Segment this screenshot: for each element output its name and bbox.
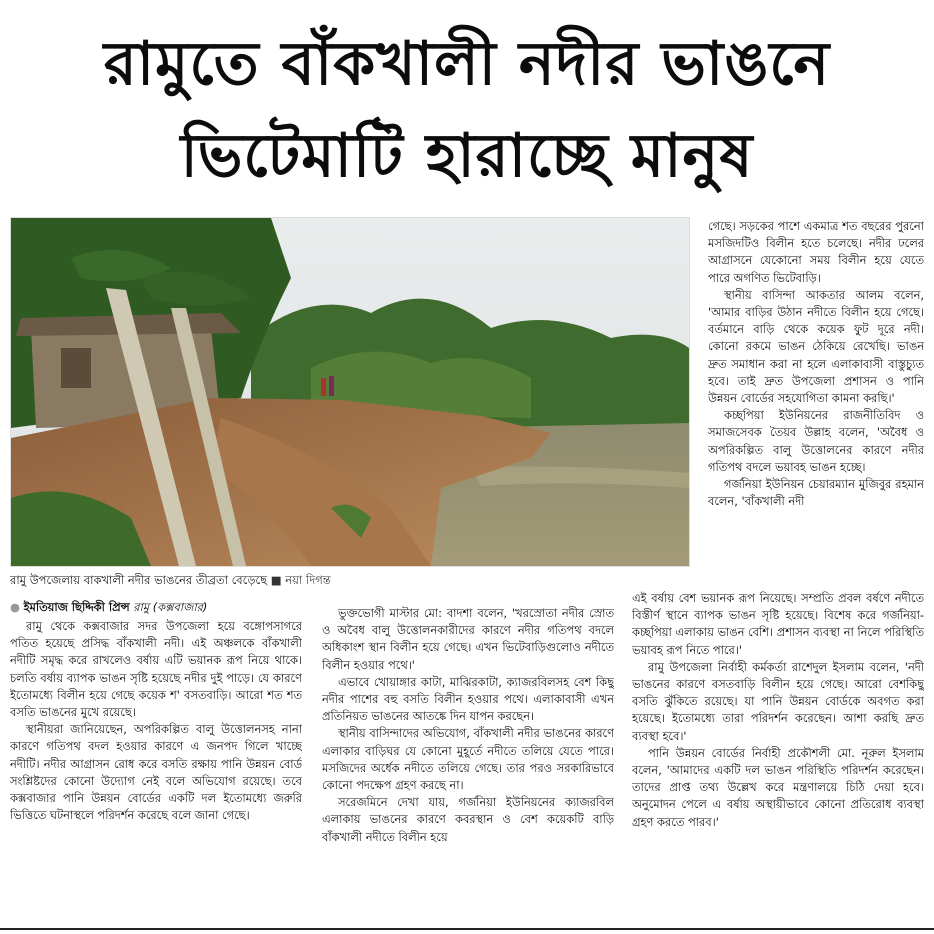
bottom-rule — [0, 928, 934, 930]
headline-line-2: ভিটেমাটি হারাচ্ছে মানুষ — [180, 121, 754, 191]
column-right-top — [708, 218, 924, 580]
headline-line-1: রামুতে বাঁকখালী নদীর ভাঙনে — [103, 29, 831, 99]
paragraph: এই বর্ষায় বেশ ভয়ানক রূপ নিয়েছে। সম্প্রতি প্রবল বর্ষণে নদীতে বিস্তীর্ণ স্থানে ব্যাপক ভাঙন সৃষ্টি হয়েছে। বিশেষ করে গর্জনিয়া-কচ্ছপিয়া এলাকায় ভাঙন বেশি। প্রশাসন ব্যবস্থা না নিলে পরিস্থিতি ভয়াবহ রূপ নিতে পারে।' — [632, 591, 924, 657]
paragraph: স্থানীয়রা জানিয়েছেন, অপরিকল্পিত বালু উত্তোলনসহ নানা কারণে গতিপথ বদল হওয়ার কারণে এ জনপদ গিলে খাচ্ছে নদীটি। নদীর আগ্রাসন রোধ করে বসতি রক্ষায় পানি উন্নয়ন বোর্ড সংশ্লিষ্টদের কোনো উদ্যোগ নেই বলে অভিযোগ রয়েছে। তবে কক্সবাজার পানি উন্নয়ন বোর্ডের একটি দল ইতোমধ্যে জরুরি ভিত্তিতে ঘটনাস্থলে পরিদর্শন করেছে বলে জানা গেছে। — [10, 722, 302, 823]
headline — [0, 18, 934, 202]
byline — [10, 598, 302, 616]
column-1 — [10, 618, 302, 923]
paragraph: সরেজমিনে দেখা যায়, গর্জনিয়া ইউনিয়নের ক্যাজরবিল এলাকায় ভাঙনের কারণে কবরস্থান ও বেশ কয়েকটি বাড়ি বাঁকখালী নদীতে বিলীন হয়ে — [322, 795, 614, 844]
paragraph: ভুক্তভোগী মাস্টার মো: বাদশা বলেন, 'খরস্রোতা নদীর স্রোত ও অবৈধ বালু উত্তোলনকারীদের কারণে নদীর গতিপথ বদলে অধিকাংশ স্থান বিলীন হয়ে গেছে। এখন ভিটেবাড়িগুলোও নদীতে বিলীন হওয়ার পথে।' — [322, 606, 614, 672]
paragraph: গেছে। সড়কের পাশে একমাত্র শত বছরের পুরনো মসজিদটিও বিলীন হতে চলেছে। নদীর ঢলের আগ্রাসনে যেকোনো সময় বিলীন হয়ে যেতে পারে অগণিত ভিটেবাড়ি। — [708, 219, 924, 285]
paragraph: স্থানীয় বাসিন্দা আকতার আলম বলেন, 'আমার বাড়ির উঠান নদীতে বিলীন হয়ে গেছে। বর্তমানে বাড়ি থেকে কয়েক ফুট দূরে নদী। কোনো রকমে ভাঙন ঠেকিয়ে রেখেছি। ভাঙন দ্রুত সমাধান করা না হলে এলাকাবাসী বাস্তুচ্যুত হবে। তাই দ্রুত উপজেলা প্রশাসন ও পানি উন্নয়ন বোর্ডের সহযোগিতা কামনা করছি।' — [708, 287, 924, 406]
dateline-location: রামু (কক্সবাজার) — [133, 600, 208, 614]
paragraph: পানি উন্নয়ন বোর্ডের নির্বাহী প্রকৌশলী মো. নূরুল ইসলাম বলেন, 'আমাদের একটি দল ভাঙন পরিস্থিতি পরিদর্শন করেছেন। তাদের প্রাপ্ত তথ্য উল্লেখ করে মন্ত্রণালয়ে চিঠি দেয়া হবে। অনুমোদন পেলে এ বর্ষায় অস্থায়ীভাবে কোনো প্রতিরোধ ব্যবস্থা গ্রহণ করতে পারব।' — [632, 745, 924, 829]
photo-credit: ■ নয়া দিগন্ত — [270, 573, 331, 587]
reporter-name: ইমতিয়াজ ছিদ্দিকী প্রিন্স — [23, 600, 130, 614]
photo-caption — [10, 570, 688, 590]
column-2 — [322, 605, 614, 923]
caption-text: রামু উপজেলায় বাকখালী নদীর ভাঙনের তীব্রতা বেড়েছে — [10, 573, 268, 587]
paragraph: স্থানীয় বাসিন্দাদের অভিযোগ, বাঁকখালী নদীর ভাঙনের কারণে এলাকার বাড়িঘর যে কোনো মুহূর্তে নদীতে তলিয়ে যেতে পারে। মসজিদের অর্ধেক নদীতে তলিয়ে গেছে। তার পরও সরকারিভাবে কোনো পদক্ষেপ গ্রহণ করছে না। — [322, 726, 614, 793]
bullet-icon: ● — [10, 600, 20, 614]
riverbank-erosion-image — [11, 218, 689, 566]
paragraph: রামু উপজেলা নির্বাহী কর্মকর্তা রাশেদুল ইসলাম বলেন, 'নদী ভাঙনের কারণে বসতবাড়ি বিলীন হয়ে গেছে। আরো বেশকিছু বসতি ঝুঁকিতে রয়েছে। যা পানি উন্নয়ন বোর্ডকে অবগত করা হয়েছে। ইতোমধ্যে তারা পরিদর্শন করেছেন। আশা করছি দ্রুত ব্যবস্থা হবে।' — [632, 659, 924, 743]
paragraph: কচ্ছপিয়া ইউনিয়নের রাজনীতিবিদ ও সমাজসেবক তৈয়ব উল্লাহ বলেন, 'অবৈধ ও অপরিকল্পিত বালু উত্তোলনের কারণে নদীর গতিপথ বদলে ভয়াবহ ভাঙন হচ্ছে। — [708, 408, 924, 474]
news-photo — [10, 217, 690, 567]
paragraph: এভাবে খোয়াঙ্গার কাটা, মাঝিরকাটা, ক্যাজরবিলসহ বেশ কিছু নদীর পাশের বহু বসতি বিলীন হওয়ার পথে। এলাকাবাসী এখন প্রতিনিয়ত ভাঙনের আতঙ্কে দিন যাপন করছেন। — [322, 674, 614, 724]
column-3 — [632, 590, 924, 923]
paragraph: রামু থেকে কক্সবাজার সদর উপজেলা হয়ে বঙ্গোপসাগরে পতিত হয়েছে প্রসিদ্ধ বাঁকখালী নদী। এই অঞ্চলকে বাঁকখালী নদীটি সমৃদ্ধ করে রাখলেও বর্ষায় এটি ভয়ানক রূপ নিয়ে থাকে। চলতি বর্ষায় ব্যাপক ভাঙন সৃষ্টি হয়েছে নদীর দুই পাড়ে। যে কারণে ইতোমধ্যে বিলীন হয়ে গেছে কয়েক শ' বসতবাড়ি। আরো শত শত বসতি ভাঙনের মুখে রয়েছে। — [10, 619, 302, 720]
paragraph: গর্জনিয়া ইউনিয়ন চেয়ারম্যান মুজিবুর রহমান বলেন, 'বাঁকখালী নদী — [708, 477, 924, 509]
